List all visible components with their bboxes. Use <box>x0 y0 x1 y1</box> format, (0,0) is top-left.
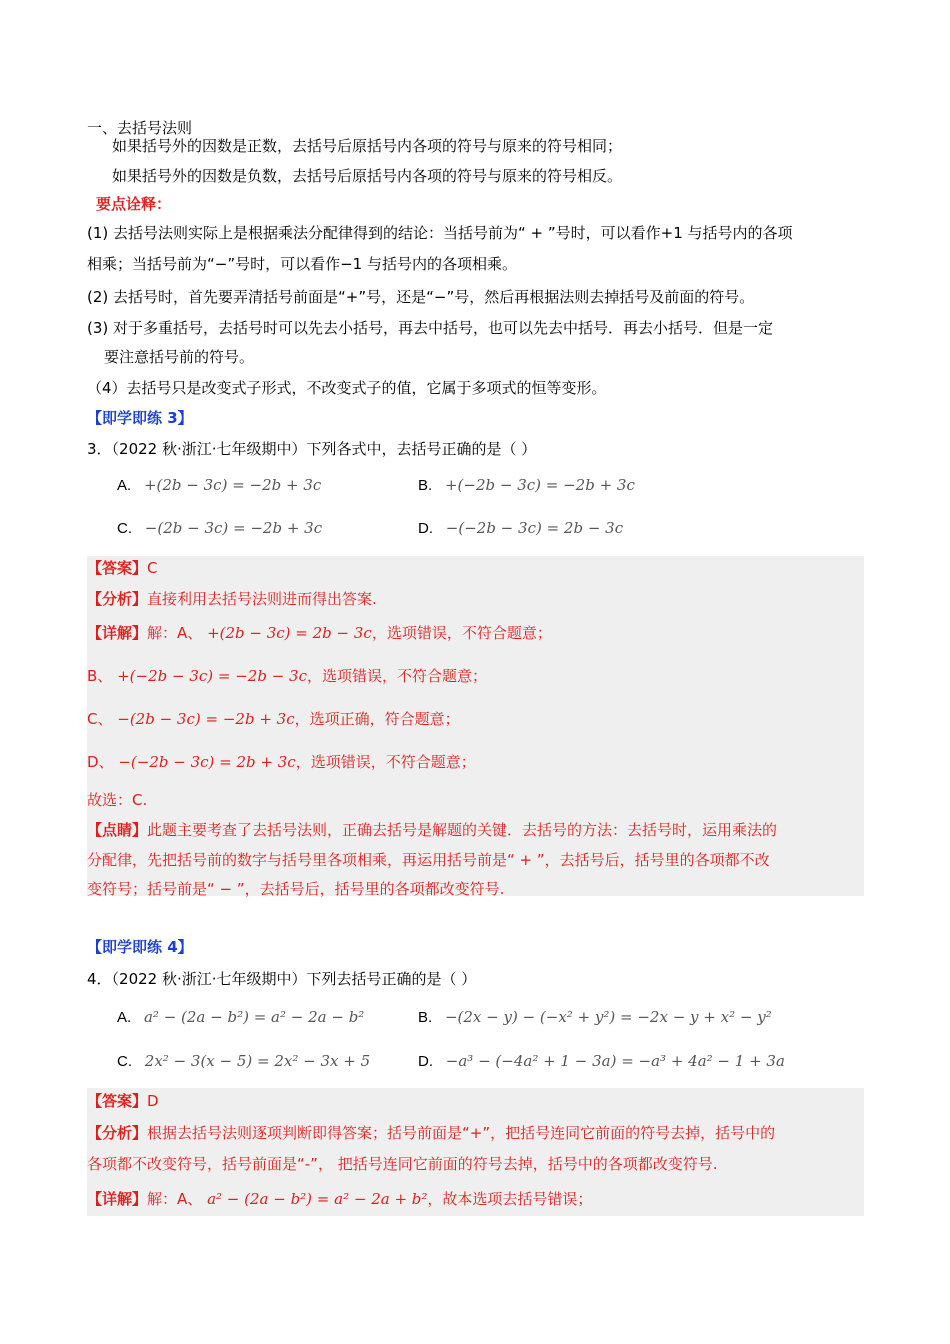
comment-tag: 【点睛】 <box>87 821 148 839</box>
detail-verdict: ，选项正确，符合题意； <box>294 710 460 728</box>
q3-option-c <box>117 517 322 540</box>
note-1b: 相乘；当括号前为“−”号时，可以看作−1 与括号内的各项相乘。 <box>87 255 517 273</box>
detail-intro: 解：A、 <box>147 624 203 642</box>
option-label: A. <box>117 1009 132 1026</box>
rule-positive: 如果括号外的因数是正数，去括号后原括号内各项的符号与原来的符号相同； <box>112 137 623 155</box>
q3-option-b <box>418 474 635 497</box>
detail-intro: 解：A、 <box>147 1190 203 1208</box>
detail-expression: −(−2b − 3c) = 2b + 3c <box>118 753 296 771</box>
q4-answer <box>87 1090 159 1112</box>
q3-comment-1 <box>87 819 777 841</box>
detail-label: B、 <box>87 667 113 685</box>
q4-tag: 【即学即练 4】 <box>87 938 193 956</box>
option-label: C. <box>117 1053 132 1070</box>
answer-value: C <box>147 559 158 577</box>
q4-option-a <box>117 1006 364 1029</box>
note-3b: 要注意括号前的符号。 <box>104 348 255 366</box>
option-label: D. <box>418 520 433 537</box>
note-1a: (1) 去括号法则实际上是根据乘法分配律得到的结论：当括号前为“ + ”号时，可以看作+1 与括号内的各项 <box>87 224 793 242</box>
note-2: (2) 去括号时，首先要弄清括号前面是“+”号，还是“−”号，然后再根据法则去掉括号及前面的符号。 <box>87 288 755 306</box>
q3-comment-2: 分配律，先把括号前的数字与括号里各项相乘，再运用括号前是“ + ”，去括号后，括号里的各项都不改 <box>87 851 770 869</box>
answer-value: D <box>147 1092 159 1110</box>
q4-option-c <box>117 1050 370 1073</box>
detail-expression: a² − (2a − b²) = a² − 2a + b² <box>207 1190 428 1208</box>
option-label: A. <box>117 477 132 494</box>
q3-detail-d <box>87 751 476 773</box>
option-label: B. <box>418 477 433 494</box>
option-expression: a² − (2a − b²) = a² − 2a − b² <box>143 1008 365 1026</box>
rule-negative: 如果括号外的因数是负数，去括号后原括号内各项的符号与原来的符号相反。 <box>112 167 623 185</box>
q3-answer <box>87 557 158 579</box>
analysis-text: 根据去括号法则逐项判断即得答案；括号前面是“+”，把括号连同它前面的符号去掉，括号中的 <box>147 1124 776 1142</box>
q4-analysis-2: 各项都不改变符号，括号前面是“-”， 把括号连同它前面的符号去掉，括号中的各项都改变符号. <box>87 1155 718 1173</box>
q3-detail-b <box>87 665 487 687</box>
option-expression: −(2x − y) − (−x² + y²) = −2x − y + x² − y² <box>444 1008 772 1026</box>
detail-verdict: ，故本选项去括号错误； <box>427 1190 593 1208</box>
q4-analysis-1 <box>87 1122 775 1144</box>
detail-label: C、 <box>87 710 113 728</box>
answer-tag: 【答案】 <box>87 1092 148 1110</box>
option-expression: −a³ − (−4a² + 1 − 3a) = −a³ + 4a² − 1 + 3a <box>445 1052 785 1070</box>
q3-option-d <box>418 517 623 540</box>
analysis-tag: 【分析】 <box>87 590 148 608</box>
answer-tag: 【答案】 <box>87 559 148 577</box>
detail-expression: +(−2b − 3c) = −2b − 3c <box>117 667 307 685</box>
analysis-text: 直接利用去括号法则进而得出答案. <box>147 590 377 608</box>
q4-detail-a <box>87 1188 592 1210</box>
note-3a: (3) 对于多重括号，去括号时可以先去小括号，再去中括号，也可以先去中括号．再去小括号．但是一定 <box>87 319 774 337</box>
option-expression: +(−2b − 3c) = −2b + 3c <box>444 476 635 494</box>
detail-expression: −(2b − 3c) = −2b + 3c <box>117 710 295 728</box>
option-expression: 2x² − 3(x − 5) = 2x² − 3x + 5 <box>144 1052 371 1070</box>
q3-detail-c <box>87 708 460 730</box>
q3-choose: 故选：C. <box>87 791 148 809</box>
detail-tag: 【详解】 <box>87 1190 148 1208</box>
q3-detail-a <box>87 622 552 644</box>
q4-stem: 4．（2022 秋·浙江·七年级期中）下列去括号正确的是（ ） <box>87 970 477 988</box>
detail-verdict: ，选项错误，不符合题意； <box>371 624 552 642</box>
detail-expression: +(2b − 3c) = 2b − 3c <box>207 624 372 642</box>
q4-option-d <box>418 1050 785 1073</box>
notes-title: 要点诠释： <box>96 195 172 213</box>
q3-comment-3: 变符号；括号前是“ − ”，去括号后，括号里的各项都改变符号. <box>87 880 505 898</box>
note-4: （4）去括号只是改变式子形式，不改变式子的值，它属于多项式的恒等变形。 <box>87 379 607 397</box>
option-expression: +(2b − 3c) = −2b + 3c <box>143 476 322 494</box>
q3-analysis <box>87 588 377 610</box>
q4-option-b <box>418 1006 772 1029</box>
option-label: D. <box>418 1053 433 1070</box>
q3-tag: 【即学即练 3】 <box>87 409 193 427</box>
option-label: C. <box>117 520 132 537</box>
detail-verdict: ，选项错误，不符合题意； <box>295 753 476 771</box>
analysis-tag: 【分析】 <box>87 1124 148 1142</box>
option-expression: −(2b − 3c) = −2b + 3c <box>144 519 323 537</box>
section-heading: 一、去括号法则 <box>87 119 193 137</box>
option-label: B. <box>418 1009 433 1026</box>
detail-tag: 【详解】 <box>87 624 148 642</box>
detail-verdict: ，选项错误，不符合题意； <box>306 667 487 685</box>
q3-option-a <box>117 474 321 497</box>
option-expression: −(−2b − 3c) = 2b − 3c <box>445 519 624 537</box>
detail-label: D、 <box>87 753 114 771</box>
q3-stem: 3．（2022 秋·浙江·七年级期中）下列各式中，去括号正确的是（ ） <box>87 440 537 458</box>
comment-text: 此题主要考查了去括号法则，正确去括号是解题的关键．去括号的方法：去括号时，运用乘法的 <box>147 821 778 839</box>
